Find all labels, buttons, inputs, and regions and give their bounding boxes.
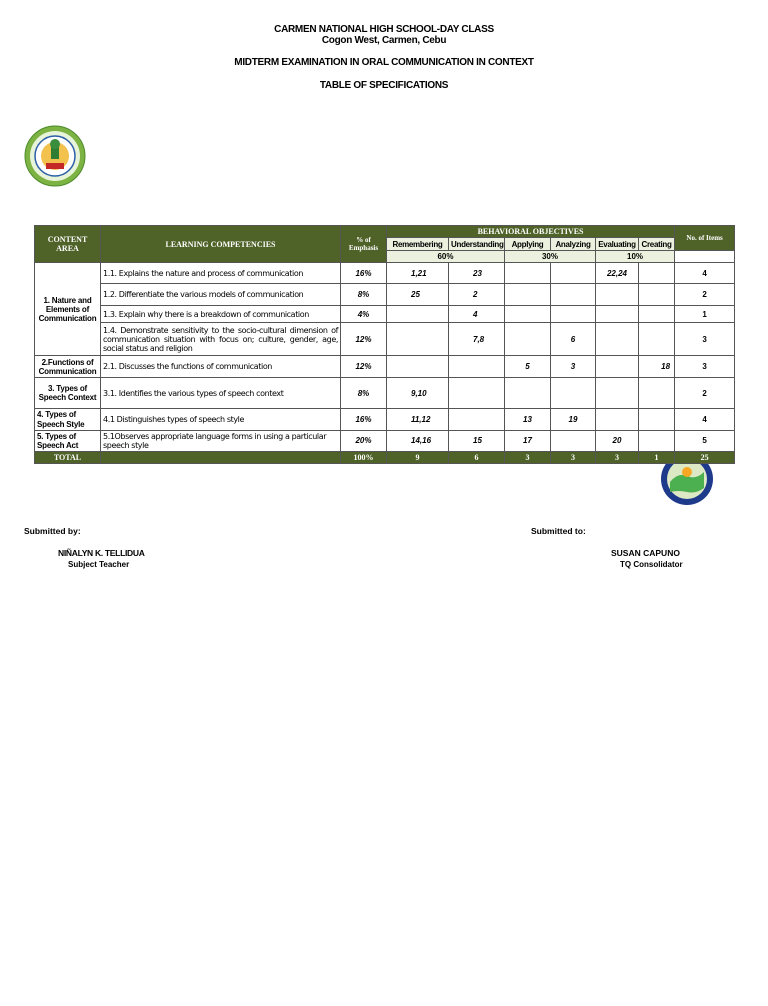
- header-emphasis: % of Emphasis: [341, 226, 387, 263]
- level-applying: Applying: [505, 238, 551, 251]
- school-name: CARMEN NATIONAL HIGH SCHOOL-DAY CLASS: [274, 24, 494, 35]
- item-cell: [596, 378, 639, 409]
- competency-cell: 3.1. Identifies the various types of speech context: [101, 378, 341, 409]
- level-evaluating: Evaluating: [596, 238, 639, 251]
- group-hots: 10%: [596, 251, 675, 263]
- item-cell: [505, 323, 551, 356]
- item-cell: 1,21: [387, 263, 449, 284]
- item-cell: 7,8: [449, 323, 505, 356]
- table-row: [35, 430, 735, 451]
- item-cell: [551, 284, 596, 306]
- item-cell: [639, 378, 675, 409]
- total-label: TOTAL: [35, 452, 101, 464]
- total-understanding: 6: [449, 452, 505, 464]
- table-row: [35, 284, 735, 306]
- header-behavioral-objectives: BEHAVIORAL OBJECTIVES: [387, 226, 675, 238]
- item-cell: [449, 409, 505, 430]
- specifications-table: [34, 225, 735, 464]
- item-cell: 2: [449, 284, 505, 306]
- table-row: [35, 323, 735, 356]
- content-area-cell: 1. Nature and Elements of Communication: [35, 263, 101, 356]
- item-cell: [551, 306, 596, 323]
- competency-cell: 5.1Observes appropriate language forms in using a particular speech style: [101, 430, 341, 451]
- item-count-cell: 2: [675, 284, 735, 306]
- content-area-cell: 2.Functions of Communication: [35, 356, 101, 378]
- item-cell: [596, 284, 639, 306]
- competency-cell: 1.3. Explain why there is a breakdown of communication: [101, 306, 341, 323]
- header-content-area: CONTENT AREA: [35, 226, 101, 263]
- consolidator-role: TQ Consolidator: [620, 560, 683, 569]
- level-understanding: Understanding: [449, 238, 505, 251]
- emphasis-cell: 12%: [341, 323, 387, 356]
- item-cell: [387, 306, 449, 323]
- item-cell: [639, 284, 675, 306]
- item-cell: 5: [505, 356, 551, 378]
- item-cell: 6: [551, 323, 596, 356]
- total-items: 25: [675, 452, 735, 464]
- document-title: TABLE OF SPECIFICATIONS: [319, 80, 449, 91]
- submitted-by-label: Submitted by:: [24, 526, 81, 536]
- item-count-cell: 4: [675, 263, 735, 284]
- item-cell: 4: [449, 306, 505, 323]
- competency-cell: 1.2. Differentiate the various models of communication: [101, 284, 341, 306]
- total-remembering: 9: [387, 452, 449, 464]
- emphasis-cell: 12%: [341, 356, 387, 378]
- group-lots: 60%: [387, 251, 505, 263]
- item-count-cell: 5: [675, 430, 735, 451]
- item-cell: [505, 284, 551, 306]
- item-cell: [639, 323, 675, 356]
- blank-cell: [675, 251, 735, 263]
- exam-title: MIDTERM EXAMINATION IN ORAL COMMUNICATION IN CONTEXT: [234, 57, 534, 68]
- item-cell: 25: [387, 284, 449, 306]
- table-row: [35, 378, 735, 409]
- item-cell: [505, 263, 551, 284]
- item-cell: [639, 306, 675, 323]
- emphasis-cell: 16%: [341, 409, 387, 430]
- consolidator-name: SUSAN CAPUNO: [611, 548, 680, 558]
- item-cell: [551, 263, 596, 284]
- item-cell: [505, 306, 551, 323]
- emphasis-cell: 8%: [341, 378, 387, 409]
- content-area-cell: 4. Types of Speech Style: [35, 409, 101, 430]
- item-cell: 14,16: [387, 430, 449, 451]
- item-cell: [505, 378, 551, 409]
- competency-cell: 4.1 Distinguishes types of speech style: [101, 409, 341, 430]
- level-remembering: Remembering: [387, 238, 449, 251]
- item-cell: 18: [639, 356, 675, 378]
- item-count-cell: 3: [675, 323, 735, 356]
- item-cell: [551, 378, 596, 409]
- item-cell: 3: [551, 356, 596, 378]
- table-row: [35, 356, 735, 378]
- content-area-cell: 5. Types of Speech Act: [35, 430, 101, 451]
- total-blank: [101, 452, 341, 464]
- item-cell: [387, 356, 449, 378]
- item-cell: [596, 306, 639, 323]
- item-cell: [449, 356, 505, 378]
- header-competencies: LEARNING COMPETENCIES: [101, 226, 341, 263]
- item-cell: [551, 430, 596, 451]
- item-count-cell: 3: [675, 356, 735, 378]
- emphasis-cell: 16%: [341, 263, 387, 284]
- teacher-role: Subject Teacher: [68, 560, 130, 569]
- total-analyzing: 3: [551, 452, 596, 464]
- item-cell: 22,24: [596, 263, 639, 284]
- item-cell: 17: [505, 430, 551, 451]
- content-area-cell: 3. Types of Speech Context: [35, 378, 101, 409]
- level-analyzing: Analyzing: [551, 238, 596, 251]
- item-cell: 11,12: [387, 409, 449, 430]
- level-creating: Creating: [639, 238, 675, 251]
- item-cell: [639, 430, 675, 451]
- table-row: [35, 306, 735, 323]
- item-cell: 15: [449, 430, 505, 451]
- table-row: [35, 263, 735, 284]
- item-count-cell: 4: [675, 409, 735, 430]
- item-cell: [596, 409, 639, 430]
- competency-cell: 1.1. Explains the nature and process of communication: [101, 263, 341, 284]
- group-mots: 30%: [505, 251, 596, 263]
- item-cell: [639, 263, 675, 284]
- emphasis-cell: 8%: [341, 284, 387, 306]
- item-count-cell: 2: [675, 378, 735, 409]
- item-cell: 23: [449, 263, 505, 284]
- school-seal-logo: [24, 125, 86, 187]
- item-cell: [596, 323, 639, 356]
- emphasis-cell: 4%: [341, 306, 387, 323]
- item-cell: 20: [596, 430, 639, 451]
- emphasis-cell: 20%: [341, 430, 387, 451]
- item-cell: 13: [505, 409, 551, 430]
- item-cell: 9,10: [387, 378, 449, 409]
- total-emphasis: 100%: [341, 452, 387, 464]
- header-number-of-items: No. of Items: [675, 226, 735, 251]
- item-count-cell: 1: [675, 306, 735, 323]
- school-address: Cogon West, Carmen, Cebu: [321, 35, 447, 46]
- teacher-name: NIÑALYN K. TELLIDUA: [58, 548, 145, 558]
- competency-cell: 2.1. Discusses the functions of communication: [101, 356, 341, 378]
- total-evaluating: 3: [596, 452, 639, 464]
- item-cell: [596, 356, 639, 378]
- total-row: [35, 452, 735, 464]
- item-cell: 19: [551, 409, 596, 430]
- item-cell: [639, 409, 675, 430]
- item-cell: [449, 378, 505, 409]
- total-applying: 3: [505, 452, 551, 464]
- total-creating: 1: [639, 452, 675, 464]
- submitted-to-label: Submitted to:: [531, 526, 586, 536]
- competency-cell: 1.4. Demonstrate sensitivity to the socio-cultural dimension of communication situation with focus on; culture, gender, age, social status and religion: [101, 323, 341, 356]
- table-row: [35, 409, 735, 430]
- item-cell: [387, 323, 449, 356]
